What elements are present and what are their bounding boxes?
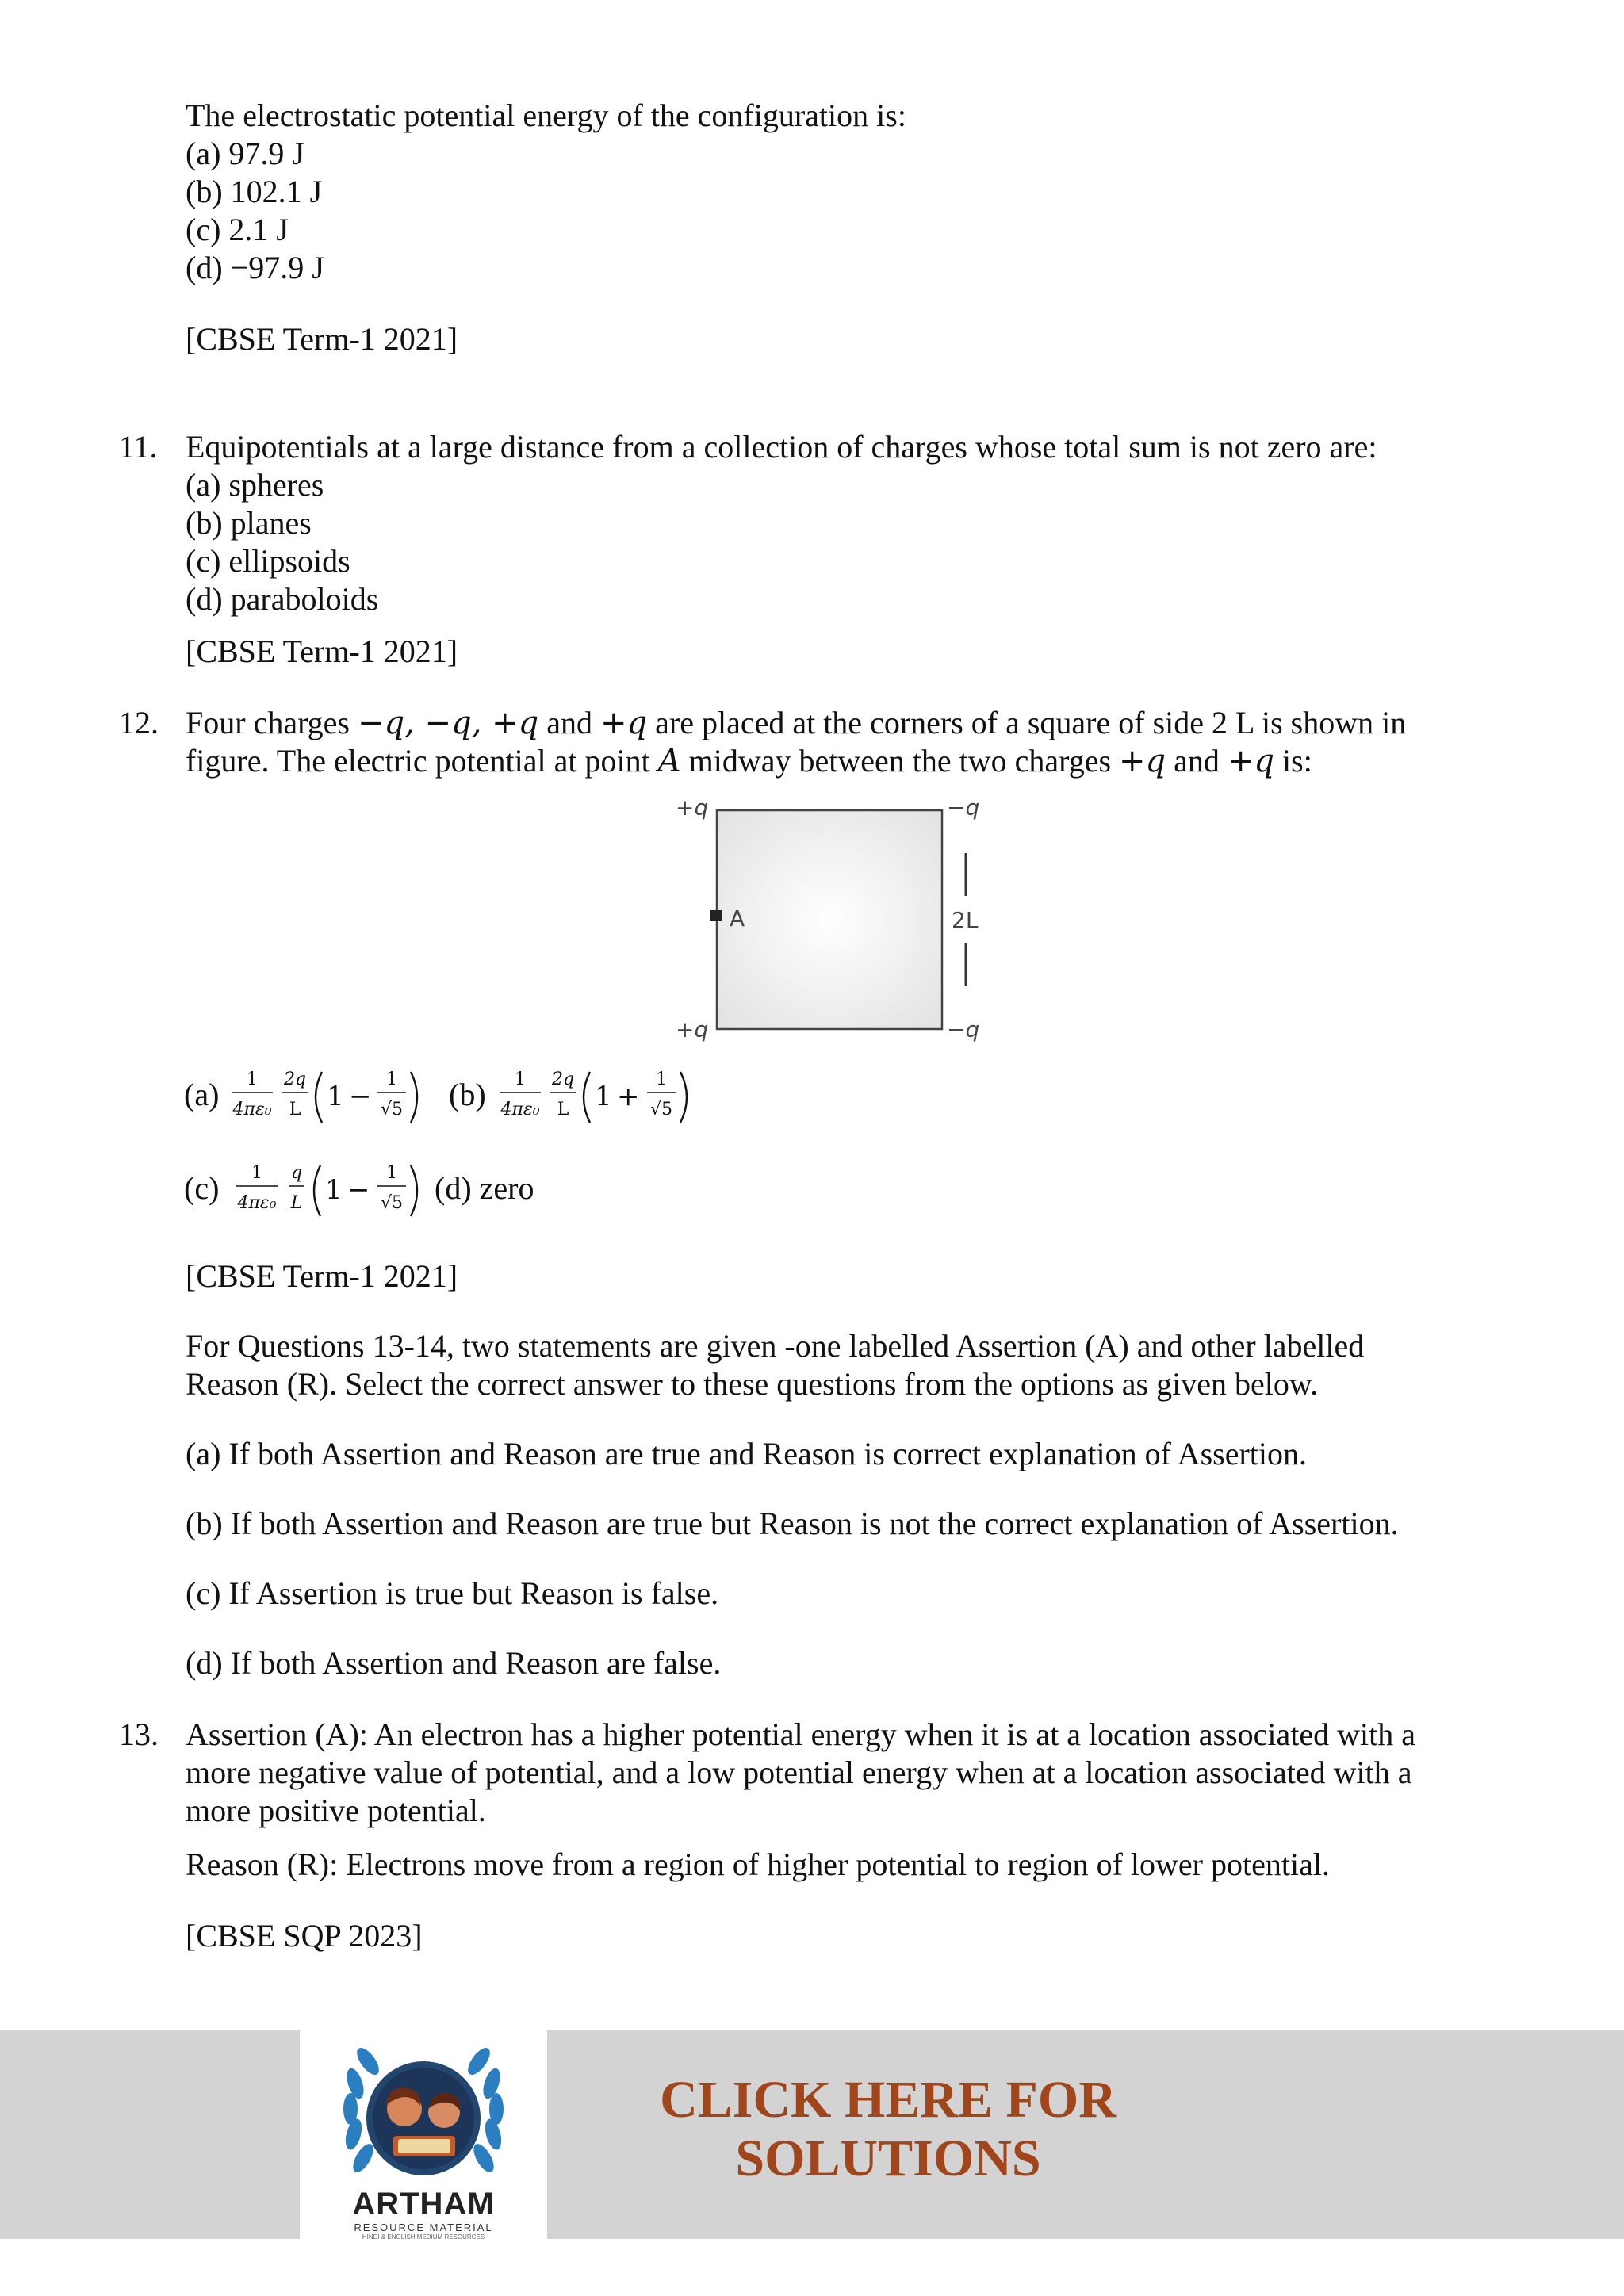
q12-line-2: figure. The electric potential at point A midway between the two charges +q and +q is: (186, 743, 1312, 779)
ar-intro-line-1: For Questions 13-14, two statements are given -one labelled Assertion (A) and other labelled (186, 1328, 1365, 1364)
q11-option-b: (b) planes (186, 505, 312, 541)
q10-option-b: (b) 102.1 J (186, 174, 323, 209)
q12-option-b-label: (b) (449, 1077, 486, 1112)
q10-prompt: The electrostatic potential energy of the configuration is: (186, 98, 906, 133)
operator-plus: + (617, 1081, 640, 1112)
frac-b-num-1: 1 (515, 1070, 526, 1089)
q11-number: 11. (119, 429, 158, 465)
term-one: 1 (327, 1081, 344, 1112)
q11-prompt: Equipotentials at a large distance from a collection of charges whose total sum is not zero are: (186, 429, 1377, 465)
laurel-emblem-icon (336, 2039, 511, 2206)
charge-square-figure (658, 790, 991, 1059)
q13-assertion-line-2: more negative value of potential, and a low potential energy when at a location associated with a (186, 1755, 1412, 1790)
q13-assertion-line-3: more positive potential. (186, 1793, 486, 1828)
frac-a-den-1: 4πε₀ (232, 1100, 272, 1119)
operator-minus: − (347, 1174, 370, 1206)
q11-source: [CBSE Term-1 2021] (186, 633, 458, 669)
term-one: 1 (595, 1081, 612, 1112)
charge-bottom-right: −q (947, 1016, 980, 1043)
frac-a-num-2: 2q (283, 1070, 307, 1089)
ar-option-b: (b) If both Assertion and Reason are true but Reason is not the correct explanation of Assertion. (186, 1506, 1399, 1541)
frac-b-den-2: L (557, 1100, 569, 1119)
frac-a-den-3: √5 (380, 1100, 404, 1119)
frac-c-den-3: √5 (380, 1193, 404, 1213)
q10-option-c: (c) 2.1 J (186, 212, 289, 247)
frac-b-den-3: √5 (649, 1100, 673, 1119)
q13-source: [CBSE SQP 2023] (186, 1918, 423, 1954)
brand-subtitle: RESOURCE MATERIAL (354, 2221, 493, 2233)
q13-number: 13. (119, 1716, 159, 1752)
q11-option-a: (a) spheres (186, 467, 324, 503)
ar-option-a: (a) If both Assertion and Reason are true and Reason is correct explanation of Assertion. (186, 1436, 1308, 1471)
ar-option-d: (d) If both Assertion and Reason are false. (186, 1645, 722, 1681)
frac-b-num-2: 2q (551, 1070, 575, 1089)
paren-right (680, 1072, 687, 1123)
frac-a-num-1: 1 (247, 1070, 258, 1089)
q12-number: 12. (119, 705, 159, 740)
frac-c-den-1: 4πε₀ (237, 1193, 277, 1213)
q11-option-d: (d) paraboloids (186, 581, 379, 617)
frac-a-den-2: L (289, 1100, 301, 1119)
frac-b-den-1: 4πε₀ (500, 1100, 540, 1119)
paren-left (316, 1072, 322, 1123)
side-length-label: 2L (952, 907, 979, 933)
paren-right (411, 1165, 417, 1216)
q10-option-a: (a) 97.9 J (186, 136, 304, 171)
frac-c-num-2: q (290, 1163, 303, 1183)
q13-reason: Reason (R): Electrons move from a region of higher potential to region of lower potential. (186, 1846, 1330, 1882)
point-a-label: A (730, 905, 745, 932)
q12-options-cd (182, 1156, 595, 1227)
q12-source: [CBSE Term-1 2021] (186, 1258, 458, 1294)
charge-top-left: +q (676, 794, 709, 821)
cta-line-2: SOLUTIONS (735, 2130, 1041, 2187)
q10-source: [CBSE Term-1 2021] (186, 321, 458, 357)
frac-c-num-1: 1 (251, 1163, 262, 1183)
brand-tagline: HINDI & ENGLISH MEDIUM RESOURCES (362, 2233, 485, 2241)
square-outline (717, 810, 942, 1029)
ar-option-c: (c) If Assertion is true but Reason is false. (186, 1575, 719, 1611)
ar-intro-line-2: Reason (R). Select the correct answer to these questions from the options as given below. (186, 1366, 1319, 1402)
q10-option-d: (d) −97.9 J (186, 250, 324, 285)
paren-right (411, 1072, 417, 1123)
q12-option-a-label: (a) (184, 1077, 220, 1112)
q12-option-c-label: (c) (184, 1170, 220, 1206)
brand-name: ARTHAM (352, 2187, 495, 2221)
q11-option-c: (c) ellipsoids (186, 543, 350, 579)
q12-line-1: Four charges −q, −q, +q and +q are placed at the corners of a square of side 2 L is shown in (186, 705, 1407, 741)
charge-top-right: −q (947, 794, 980, 821)
frac-c-num-3: 1 (386, 1163, 397, 1183)
operator-minus: − (349, 1081, 372, 1112)
solutions-link[interactable] (619, 2071, 1158, 2188)
paren-left (314, 1165, 320, 1216)
paren-left (584, 1072, 590, 1123)
artham-logo (300, 2028, 547, 2242)
term-one: 1 (325, 1174, 343, 1206)
frac-a-num-3: 1 (386, 1070, 397, 1089)
point-a-marker (710, 910, 722, 921)
q13-assertion-line-1: Assertion (A): An electron has a higher potential energy when it is at a location associated with a (186, 1716, 1416, 1752)
charge-bottom-left: +q (676, 1016, 709, 1043)
frac-b-num-3: 1 (656, 1070, 667, 1089)
q12-options-ab (182, 1062, 737, 1134)
q12-option-d: (d) zero (435, 1170, 534, 1206)
frac-c-den-2: L (290, 1193, 303, 1213)
cta-line-1: CLICK HERE FOR (660, 2071, 1116, 2129)
